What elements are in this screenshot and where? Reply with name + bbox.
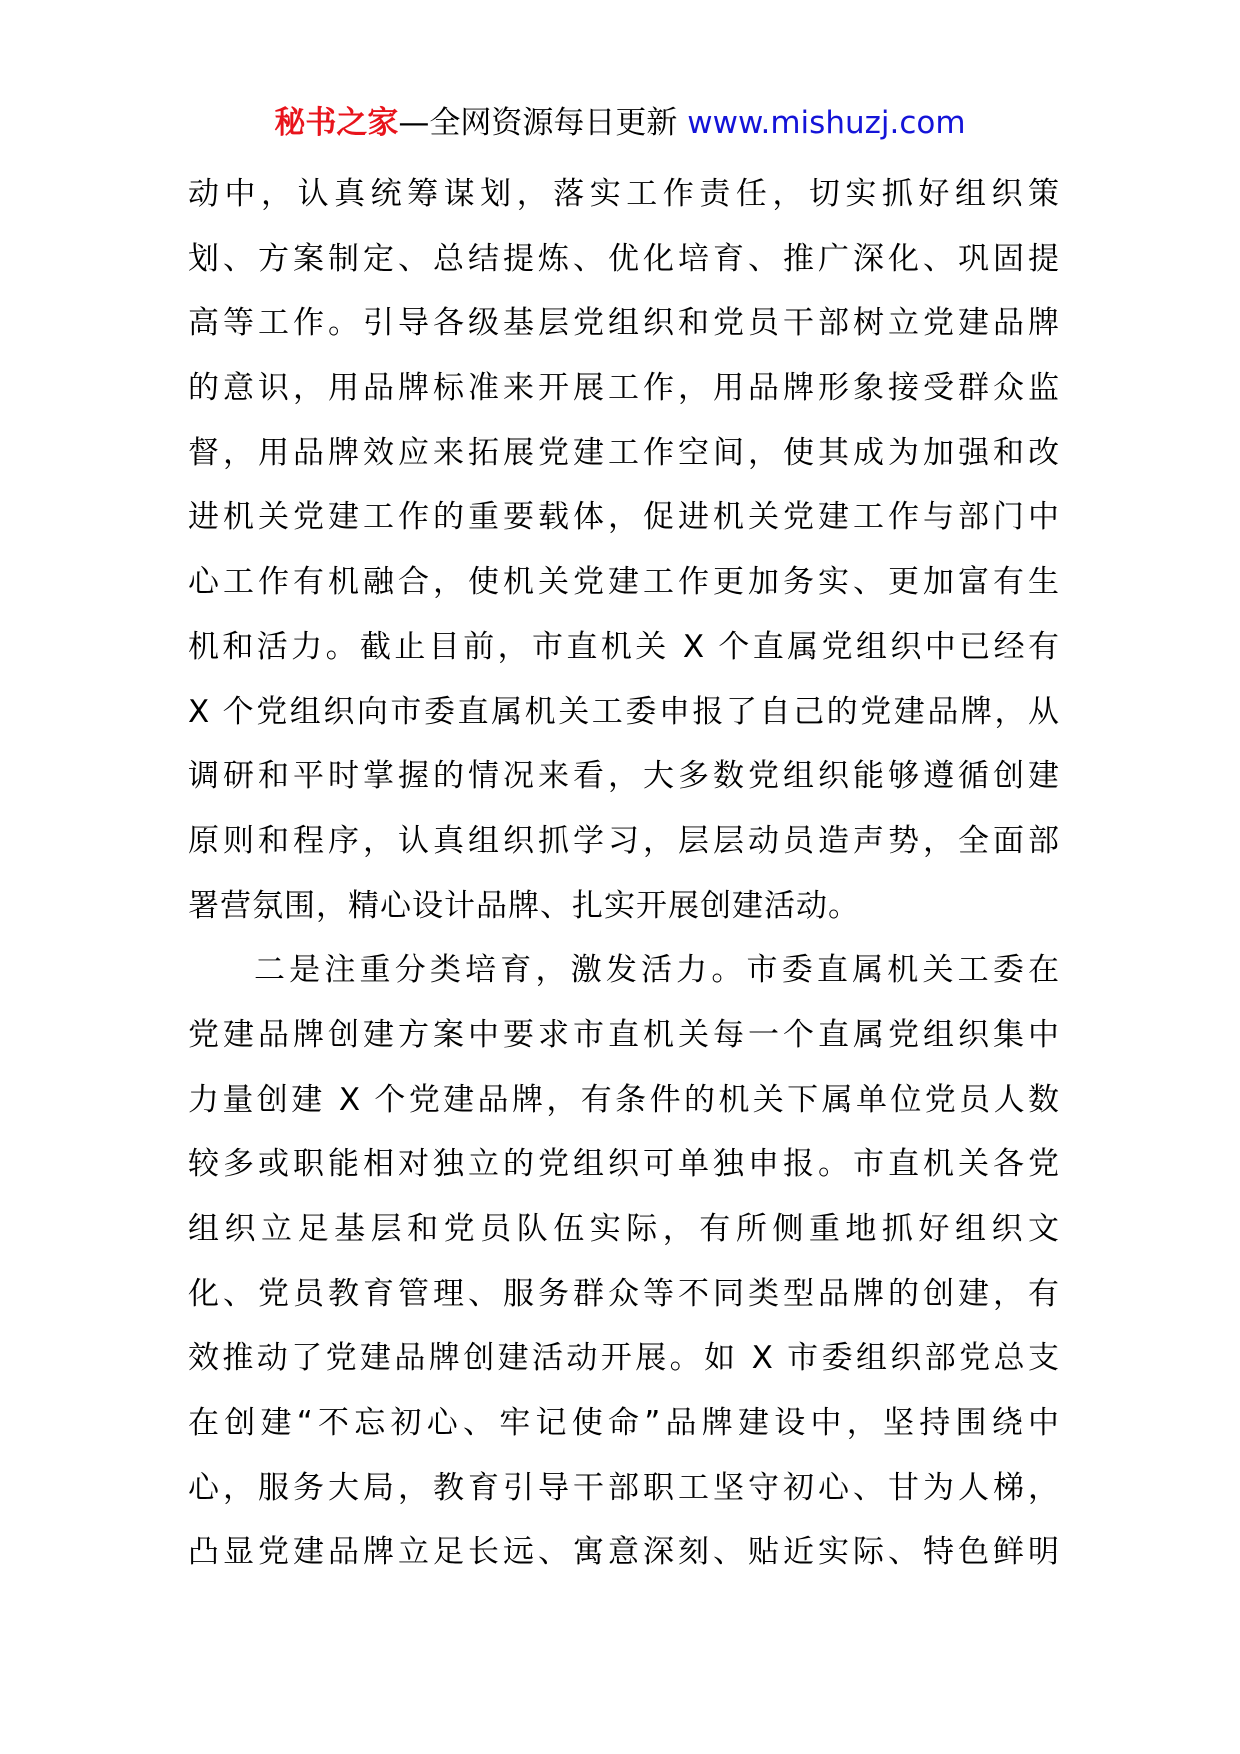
text-line: 在创建“不忘初心、牢记使命”品牌建设中，坚持围绕中 (188, 1405, 1060, 1442)
text-line: 原则和程序，认真组织抓学习，层层动员造声势，全面部 (188, 822, 1060, 859)
text-line: 较多或职能相对独立的党组织可单独申报。市直机关各党 (188, 1146, 1060, 1183)
text-line: 心工作有机融合，使机关党建工作更加务实、更加富有生 (188, 564, 1060, 601)
text-line: 党建品牌创建方案中要求市直机关每一个直属党组织集中 (188, 1016, 1060, 1053)
text-line: X 个党组织向市委直属机关工委申报了自己的党建品牌，从 (188, 693, 1060, 730)
document-body (188, 162, 1060, 1585)
text-line: 心，服务大局，教育引导干部职工坚守初心、甘为人梯， (188, 1469, 1060, 1506)
paragraph-start-line: 二是注重分类培育，激发活力。市委直属机关工委在 (254, 952, 1060, 989)
text-line: 力量创建 X 个党建品牌，有条件的机关下属单位党员人数 (188, 1081, 1060, 1118)
text-line: 机和活力。截止目前，市直机关 X 个直属党组织中已经有 (188, 628, 1060, 665)
text-line: 动中，认真统筹谋划，落实工作责任，切实抓好组织策 (188, 176, 1060, 212)
text-line: 组织立足基层和党员队伍实际，有所侧重地抓好组织文 (188, 1211, 1060, 1247)
text-line: 督，用品牌效应来拓展党建工作空间，使其成为加强和改 (188, 434, 1060, 471)
text-line: 凸显党建品牌立足长远、寓意深刻、贴近实际、特色鲜明 (188, 1534, 1060, 1571)
brand-name: 秘书之家 (274, 105, 399, 141)
text-line: 化、党员教育管理、服务群众等不同类型品牌的创建，有 (188, 1275, 1060, 1312)
text-line: 划、方案制定、总结提炼、优化培育、推广深化、巩固提 (188, 240, 1060, 277)
site-header (0, 100, 1240, 146)
text-line: 高等工作。引导各级基层党组织和党员干部树立党建品牌 (188, 305, 1060, 342)
site-url-link[interactable]: www.mishuzj.com (687, 105, 966, 141)
text-line: 进机关党建工作的重要载体，促进机关党建工作与部门中 (188, 499, 1060, 536)
text-line: 署营氛围，精心设计品牌、扎实开展创建活动。 (188, 887, 860, 924)
text-line: 效推动了党建品牌创建活动开展。如 X 市委组织部党总支 (188, 1340, 1060, 1377)
text-line: 的意识，用品牌标准来开展工作，用品牌形象接受群众监 (188, 370, 1060, 407)
text-line: 调研和平时掌握的情况来看，大多数党组织能够遵循创建 (188, 758, 1060, 795)
header-tagline: —全网资源每日更新 (398, 105, 688, 141)
